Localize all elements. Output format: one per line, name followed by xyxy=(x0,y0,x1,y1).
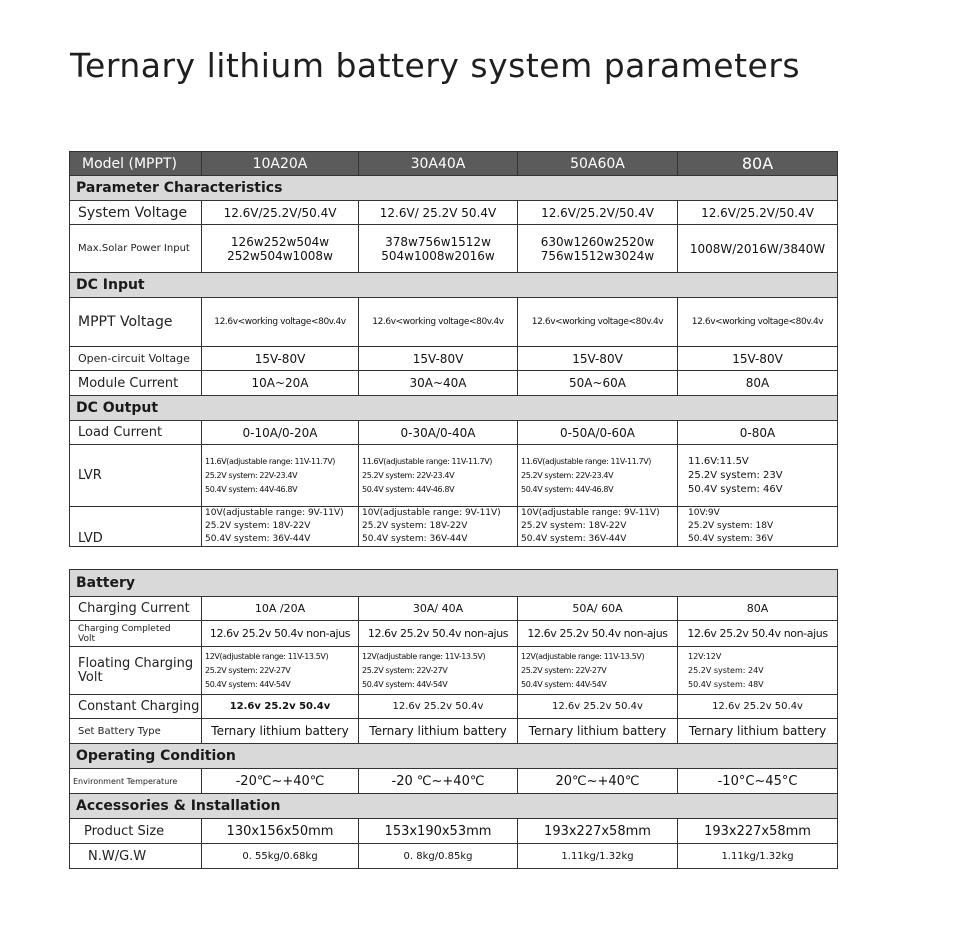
table-row xyxy=(70,507,838,547)
cell-value: Ternary lithium battery xyxy=(359,719,518,744)
cell-line: 25.2V system: 22V-27V xyxy=(362,665,448,675)
cell-line: 50.4V system: 44V-54V xyxy=(521,679,607,689)
row-label: Open-circuit Voltage xyxy=(70,347,202,371)
row-label-line: Volt xyxy=(78,669,103,685)
cell-line: 756w1512w3024w xyxy=(540,248,655,263)
model-label: Model (MPPT) xyxy=(70,152,202,176)
row-label xyxy=(70,647,202,695)
table-row xyxy=(70,201,838,225)
cell-line: 25.2V system: 22V-23.4V xyxy=(362,470,455,480)
section-battery: Battery xyxy=(70,570,838,597)
cell-value: 15V-80V xyxy=(678,347,838,371)
table-row xyxy=(70,647,838,695)
table-row xyxy=(70,819,838,844)
row-label: Load Current xyxy=(70,421,202,445)
cell-value: -20 ℃~+40℃ xyxy=(359,769,518,794)
cell-value: 20℃~+40℃ xyxy=(518,769,678,794)
cell-line: 11.6V:11.5V xyxy=(688,455,749,467)
cell-value: 30A/ 40A xyxy=(359,597,518,621)
parameter-table-upper xyxy=(69,151,838,547)
cell-value xyxy=(359,445,518,507)
table-row xyxy=(70,621,838,647)
cell-line: 50.4V system: 36V-44V xyxy=(521,534,627,544)
cell-line: 11.6V(adjustable range: 11V-11.7V) xyxy=(362,456,493,466)
cell-line: 25.2V system: 23V xyxy=(688,469,783,481)
cell-value: 12.6v 25.2v 50.4v xyxy=(359,695,518,719)
cell-line: 126w252w504w xyxy=(230,234,330,249)
model-name: 30A40A xyxy=(359,152,518,176)
cell-line: 50.4V system: 46V xyxy=(688,483,783,495)
cell-value: 15V-80V xyxy=(359,347,518,371)
cell-line: 50.4V system: 36V xyxy=(688,534,774,544)
cell-value: 193x227x58mm xyxy=(518,819,678,844)
cell-line: 25.2V system: 22V-23.4V xyxy=(521,470,614,480)
cell-value xyxy=(678,507,838,547)
cell-line: 10V(adjustable range: 9V-11V) xyxy=(205,508,344,518)
table-row xyxy=(70,298,838,347)
cell-value: 0. 55kg/0.68kg xyxy=(202,844,359,869)
cell-value: 0-50A/0-60A xyxy=(518,421,678,445)
cell-value xyxy=(359,225,518,273)
row-label-line: Charging Completed xyxy=(78,623,171,634)
cell-value: 30A~40A xyxy=(359,371,518,396)
cell-value: Ternary lithium battery xyxy=(202,719,359,744)
row-label: Constant Charging xyxy=(70,695,202,719)
cell-value xyxy=(678,445,838,507)
cell-line: 10V(adjustable range: 9V-11V) xyxy=(362,508,501,518)
section-operating-condition: Operating Condition xyxy=(70,744,838,769)
cell-line: 378w756w1512w xyxy=(385,234,491,249)
cell-line: 25.2V system: 18V xyxy=(688,521,774,531)
table-row xyxy=(70,445,838,507)
cell-value xyxy=(678,647,838,695)
cell-line: 25.2V system: 22V-27V xyxy=(205,665,291,675)
cell-value xyxy=(202,507,359,547)
row-label: Max.Solar Power Input xyxy=(70,225,202,273)
section-accessories-installation: Accessories & Installation xyxy=(70,794,838,819)
cell-value: 15V-80V xyxy=(518,347,678,371)
cell-line: 630w1260w2520w xyxy=(540,234,655,249)
cell-value xyxy=(202,647,359,695)
model-name: 10A20A xyxy=(202,152,359,176)
cell-value: 130x156x50mm xyxy=(202,819,359,844)
table-row xyxy=(70,597,838,621)
cell-value: 12.6v 25.2v 50.4v non-ajus xyxy=(678,621,838,647)
cell-line: 50.4V system: 48V xyxy=(688,679,764,689)
model-name: 80A xyxy=(678,152,838,176)
cell-value xyxy=(518,647,678,695)
row-label: Environment Temperature xyxy=(70,769,202,794)
model-name: 50A60A xyxy=(518,152,678,176)
cell-value: 0-80A xyxy=(678,421,838,445)
cell-value: 12.6v 25.2v 50.4v non-ajus xyxy=(518,621,678,647)
cell-value: 12.6V/ 25.2V 50.4V xyxy=(359,201,518,225)
model-header-row xyxy=(70,152,838,176)
cell-value: 12.6v 25.2v 50.4v non-ajus xyxy=(359,621,518,647)
table-row xyxy=(70,769,838,794)
row-label-line: Floating Charging xyxy=(78,655,194,671)
cell-value: 0-10A/0-20A xyxy=(202,421,359,445)
cell-value: 193x227x58mm xyxy=(678,819,838,844)
section-parameter-characteristics: Parameter Characteristics xyxy=(70,176,838,201)
cell-line: 12V(adjustable range: 11V-13.5V) xyxy=(521,651,645,661)
row-label: Set Battery Type xyxy=(70,719,202,744)
row-label-line: Volt xyxy=(78,633,95,644)
cell-value: -10°C~45°C xyxy=(678,769,838,794)
cell-value: 10A~20A xyxy=(202,371,359,396)
cell-value xyxy=(359,647,518,695)
cell-value: 153x190x53mm xyxy=(359,819,518,844)
cell-value xyxy=(518,225,678,273)
cell-line: 12V(adjustable range: 11V-13.5V) xyxy=(205,651,329,661)
cell-line: 12V:12V xyxy=(688,651,722,661)
cell-line: 50.4V system: 44V-54V xyxy=(362,679,448,689)
cell-line: 11.6V(adjustable range: 11V-11.7V) xyxy=(205,456,336,466)
cell-value: 12.6v 25.2v 50.4v xyxy=(202,695,359,719)
cell-value: 80A xyxy=(678,371,838,396)
table-row xyxy=(70,371,838,396)
table-row xyxy=(70,719,838,744)
cell-line: 12V(adjustable range: 11V-13.5V) xyxy=(362,651,486,661)
table-row xyxy=(70,695,838,719)
table-row xyxy=(70,347,838,371)
cell-value: 12.6v 25.2v 50.4v xyxy=(518,695,678,719)
cell-line: 50.4V system: 44V-46.8V xyxy=(521,484,614,494)
row-label: LVD xyxy=(70,507,202,547)
page-title: Ternary lithium battery system parameters xyxy=(70,46,801,85)
cell-line: 504w1008w2016w xyxy=(381,248,495,263)
cell-line: 50.4V system: 44V-46.8V xyxy=(205,484,298,494)
row-label xyxy=(70,621,202,647)
cell-value: 12.6v<working voltage<80v.4v xyxy=(678,298,838,347)
row-label: LVR xyxy=(70,445,202,507)
cell-value: 50A~60A xyxy=(518,371,678,396)
cell-value: 15V-80V xyxy=(202,347,359,371)
cell-value: 0-30A/0-40A xyxy=(359,421,518,445)
cell-value: 12.6v 25.2v 50.4v non-ajus xyxy=(202,621,359,647)
table-row xyxy=(70,225,838,273)
cell-value xyxy=(518,445,678,507)
cell-value: 10A /20A xyxy=(202,597,359,621)
cell-line: 50.4V system: 36V-44V xyxy=(362,534,468,544)
row-label: System Voltage xyxy=(70,201,202,225)
section-dc-output: DC Output xyxy=(70,396,838,421)
cell-value: 12.6v<working voltage<80v.4v xyxy=(518,298,678,347)
cell-value xyxy=(678,225,838,273)
cell-value: 12.6V/25.2V/50.4V xyxy=(678,201,838,225)
cell-value xyxy=(359,507,518,547)
cell-line: 25.2V system: 18V-22V xyxy=(521,521,627,531)
cell-value xyxy=(202,445,359,507)
table-row xyxy=(70,844,838,869)
cell-value: 12.6V/25.2V/50.4V xyxy=(518,201,678,225)
cell-line: 25.2V system: 22V-27V xyxy=(521,665,607,675)
cell-line: 11.6V(adjustable range: 11V-11.7V) xyxy=(521,456,652,466)
cell-value: 1.11kg/1.32kg xyxy=(518,844,678,869)
section-dc-input: DC Input xyxy=(70,273,838,298)
row-label: N.W/G.W xyxy=(70,844,202,869)
cell-line: 10V:9V xyxy=(688,508,720,518)
cell-value: 80A xyxy=(678,597,838,621)
row-label: MPPT Voltage xyxy=(70,298,202,347)
cell-line: 25.2V system: 24V xyxy=(688,665,764,675)
cell-line: 50.4V system: 44V-54V xyxy=(205,679,291,689)
cell-value: 12.6v<working voltage<80v.4v xyxy=(202,298,359,347)
cell-line: 1008W/2016W/3840W xyxy=(689,241,826,256)
table-row xyxy=(70,421,838,445)
cell-value: -20℃~+40℃ xyxy=(202,769,359,794)
cell-value xyxy=(518,507,678,547)
cell-line: 50.4V system: 44V-46.8V xyxy=(362,484,455,494)
cell-value: 1.11kg/1.32kg xyxy=(678,844,838,869)
row-label: Module Current xyxy=(70,371,202,396)
cell-line: 50.4V system: 36V-44V xyxy=(205,534,311,544)
cell-value: Ternary lithium battery xyxy=(518,719,678,744)
cell-value: 50A/ 60A xyxy=(518,597,678,621)
row-label: Charging Current xyxy=(70,597,202,621)
parameter-table-lower xyxy=(69,569,838,869)
row-label: Product Size xyxy=(70,819,202,844)
cell-value: 0. 8kg/0.85kg xyxy=(359,844,518,869)
cell-line: 25.2V system: 22V-23.4V xyxy=(205,470,298,480)
cell-value: 12.6v 25.2v 50.4v xyxy=(678,695,838,719)
cell-value xyxy=(202,225,359,273)
cell-line: 25.2V system: 18V-22V xyxy=(205,521,311,531)
cell-line: 252w504w1008w xyxy=(227,248,333,263)
cell-value: 12.6v<working voltage<80v.4v xyxy=(359,298,518,347)
cell-value: 12.6V/25.2V/50.4V xyxy=(202,201,359,225)
cell-line: 10V(adjustable range: 9V-11V) xyxy=(521,508,660,518)
cell-value: Ternary lithium battery xyxy=(678,719,838,744)
cell-line: 25.2V system: 18V-22V xyxy=(362,521,468,531)
